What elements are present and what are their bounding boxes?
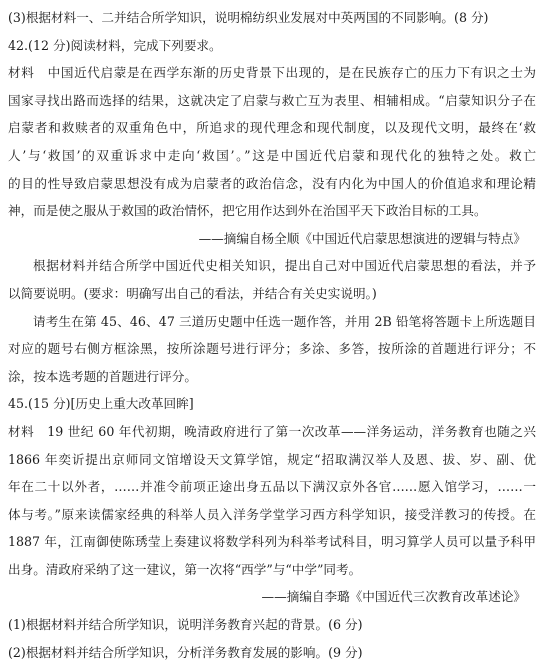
material-42-line: 的目的性导致启蒙思想没有成为启蒙者的政治信念，没有内化为中国人的价值追求和理论精 xyxy=(8,175,536,191)
elective-instructions: 涂，按本选考题的首题进行评分。 xyxy=(8,368,197,384)
question-42-heading: 42.(12 分)阅读材料，完成下列要求。 xyxy=(8,37,222,53)
material-45-line: 年在二十以外者，……并准令前项正途出身五品以下满汉京外各官……愿入馆学习，……一 xyxy=(8,479,536,495)
material-45-line: 材料 19 世纪 60 年代初期，晚清政府进行了第一次改革——洋务运动，洋务教育也随之兴 xyxy=(8,423,536,439)
question-45-heading: 45.(15 分)[历史上重大改革回眸] xyxy=(8,396,194,412)
material-42-line: 神，而是使之服从于救国的政治情怀，把它用作达到外在治国平天下政治目标的工具。 xyxy=(8,203,487,219)
question-41-3: (3)根据材料一、二并结合所学知识，说明棉纺织业发展对中英两国的不同影响。(8 分) xyxy=(8,10,489,25)
material-45-line: 体与考。”原来读儒家经典的科举人员入洋务学堂学习西方科学知识，接受洋教习的传授。在 xyxy=(8,506,536,522)
question-42-prompt: 根据材料并结合所学中国近代史相关知识，提出自己对中国近代启蒙思想的看法，并予 xyxy=(33,258,536,274)
elective-instructions: 请考生在第 45、46、47 三道历史题中任选一题作答，并用 2B 铅笔将答题卡上所选题目 xyxy=(33,313,536,329)
material-42-source: ——摘编自杨全顺《中国近代启蒙思想演进的逻辑与特点》 xyxy=(198,230,526,246)
question-45-2: (2)根据材料并结合所学知识，分析洋务教育发展的影响。(9 分) xyxy=(8,644,363,660)
elective-instructions: 对应的题号右侧方框涂黑，按所涂题号进行评分；多涂、多答，按所涂的首题进行评分；不 xyxy=(8,341,536,357)
material-45-line: 1866 年奕䜣提出京师同文馆增设天文算学馆，规定“招取满汉举人及恩、拔、岁、副、优 xyxy=(8,451,536,467)
material-42-line: 人’与‘救国’的双重诉求中走向‘救国’。”这是中国近代启蒙和现代化的独特之处。救亡 xyxy=(8,147,536,163)
material-45-line: 1887 年，江南御使陈琇莹上奏建议将数学科列为科举考试科目，明习算学人员可以量予科甲 xyxy=(8,534,536,550)
material-42-line: 启蒙者和救赎者的双重角色中，所追求的现代理念和现代制度，以及现代文明，最终在‘救 xyxy=(8,120,536,136)
material-45-line: 出身。清政府采纳了这一建议，第一次将“西学”与“中学”同考。 xyxy=(8,561,362,577)
question-45-1: (1)根据材料并结合所学知识，说明洋务教育兴起的背景。(6 分) xyxy=(8,617,363,633)
question-42-prompt: 以简要说明。(要求：明确写出自己的看法，并结合有关史实说明。) xyxy=(8,285,377,301)
material-42-line: 材料 中国近代启蒙是在西学东渐的历史背景下出现的，是在民族存亡的压力下有识之士为 xyxy=(8,65,536,81)
material-45-source: ——摘编自李璐《中国近代三次教育改革述论》 xyxy=(261,589,526,605)
material-42-line: 国家寻找出路而选择的结果，这就决定了启蒙与救亡互为表里、相辅相成。“启蒙知识分子在 xyxy=(8,92,536,108)
